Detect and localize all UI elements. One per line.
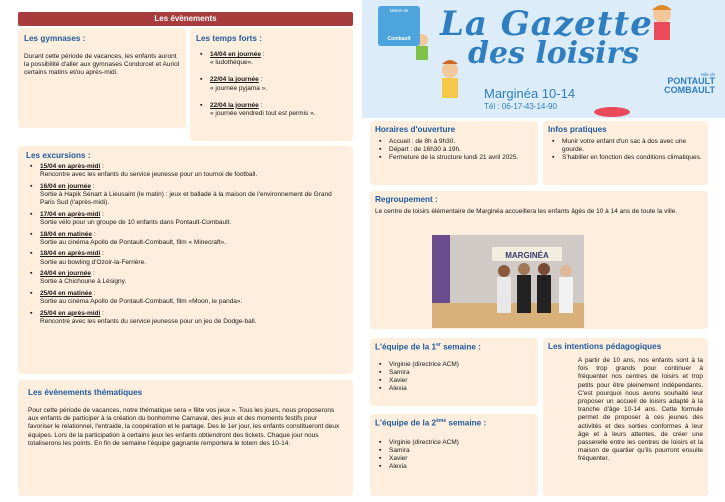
excursion-item: ▪ 16/04 en journée : Sortie à Hapik Sénart à Lieusaint (le matin) : jeux et ballade à la maison de l'environnement de Grand Paris Sud (l'après-midi). (26, 183, 345, 208)
intentions-box (543, 338, 708, 496)
equipe1-member: ▪ Samira (375, 369, 533, 377)
equipe2-list (375, 439, 533, 472)
regroupement-title: Regroupement : (375, 195, 438, 204)
mairie-label: Mairie de (389, 8, 409, 13)
intentions-text: A partir de 10 ans, nos enfants sont à la fois trop grands pour continuer à fréquenter nos centres de loisirs et trop petits pour être pleinement indépendants. C'est pourquoi nous avons souhaité leur proposer un accueil de loisirs adapté à la tranche d'âge 10-14 ans. Cette formule permet de proposer à ces jeunes des activités et des sorties conformes à leur âge et à leurs attentes, de créer une passerelle entre les centres de loisirs et la maison de quartier qu'ils pourront ensuite fréquenter. (578, 357, 703, 463)
thematiques-text: Pour cette période de vacances, notre thématique sera « fête vos jeux ». Tous les jours, nous proposerons aux enfants de participer à la création du bonhomme Carnaval, des jeux et des moments festifs pour favoriser le relationnel, l'entraide, la coopération et le partage. Des le 1er jour, les enfants constitueront deux équipes. Lors de la participation à certains jeux les enfants obtiendront des tickets. Chaque jour nous totaliserons les points. En fin de semaine l'équipe gagnante remportera le totem des 10-14. (28, 407, 340, 447)
ville-name-line1: PONTAULT (667, 76, 715, 86)
gazette-subtitle: Marginéa 10-14 (484, 86, 576, 101)
infos-title: Infos pratiques (548, 125, 607, 134)
equipe1-list (375, 361, 533, 394)
temps-fort-item: ▪ 22/04 la journée : « journée vendredi tout est permis ». (196, 102, 347, 118)
gazette-title-line2: des loisirs (468, 36, 640, 71)
horaire-item: ▪ Accueil : de 8h à 9h30. (375, 138, 533, 146)
horaires-title: Horaires d'ouverture (375, 125, 456, 134)
equipe1-member: ▪ Xavier (375, 377, 533, 385)
temps-forts-list (196, 51, 347, 118)
thematiques-title: Les évènements thématiques (28, 388, 143, 397)
info-item: ▪ Munir votre enfant d'un sac à dos avec une gourde. (548, 138, 703, 154)
excursion-item: ▪ 18/04 en après-midi : Sortie au bowling d'Ozoir-la-Ferrière. (26, 250, 345, 266)
ville-logo (645, 72, 715, 95)
excursion-item: ▪ 15/04 en après-midi : Rencontre avec les enfants du service jeunesse pour un tournoi de football. (26, 163, 345, 179)
equipe2-member: ▪ Samira (375, 447, 533, 455)
ville-name-line2: COMBAULT (664, 85, 715, 95)
equipe1-title: L'équipe de la 1er semaine : (375, 342, 481, 352)
excursions-list (26, 163, 345, 326)
horaire-item: ▪ Fermeture de la structure lundi 21 avril 2025. (375, 154, 533, 162)
excursions-title: Les excursions : (26, 151, 91, 160)
equipe2-member: ▪ Xavier (375, 455, 533, 463)
excursion-item: ▪ 18/04 en matinée : Sortie au cinéma Apollo de Pontault-Combault, film « Minecraft». (26, 231, 345, 247)
equipe1-member: ▪ Alexia (375, 385, 533, 393)
excursion-item: ▪ 17/04 en après-midi : Sortie vélo pour un groupe de 10 enfants dans Pontault-Combault. (26, 211, 345, 227)
photo-sign: MARGINÉA (505, 251, 549, 260)
equipe1-member: ▪ Virginie (directrice ACM) (375, 361, 533, 369)
infos-list (548, 138, 703, 163)
intentions-title: Les intentions pédagogiques (548, 342, 662, 351)
gymnases-box (18, 28, 186, 128)
horaire-item: ▪ Départ : de 16h30 à 19h. (375, 146, 533, 154)
equipe2-box (370, 414, 538, 496)
gymnases-title: Les gymnases : (24, 34, 86, 43)
ville-label: Ville de (700, 72, 715, 77)
excursions-box (18, 146, 353, 374)
temps-forts-box (190, 28, 353, 141)
excursion-item: ▪ 25/04 en après-midi : Rencontre avec les enfants du service jeunesse pour un jeu de Dodge-ball. (26, 310, 345, 326)
regroupement-text: Le centre de loisirs élémentaire de Marginéa accueillera les enfants âgés de 10 à 14 ans de toute la ville. (375, 208, 678, 215)
gymnases-text: Durant cette période de vacances, les enfants auront la possibilité d'aller aux gymnases Condorcet et Auriol certains matins et/ou après-midi. (24, 53, 180, 77)
info-item: ▪ S'habiller en fonction des conditions climatiques. (548, 154, 703, 162)
equipe1-box (370, 338, 538, 406)
horaires-list (375, 138, 533, 163)
mairie-name: Combault (387, 36, 411, 42)
excursion-item: ▪ 25/04 en matinée : Sortie au cinéma Apollo de Pontault-Combault, film «Moon, le panda». (26, 290, 345, 306)
infos-box (543, 121, 708, 185)
horaires-box (370, 121, 538, 185)
header-bar: Les évènements (18, 12, 353, 26)
equipe2-member: ▪ Alexia (375, 463, 533, 471)
mairie-logo (378, 6, 420, 46)
thematiques-box (18, 380, 353, 496)
equipe2-member: ▪ Virginie (directrice ACM) (375, 439, 533, 447)
equipe2-title: L'équipe de la 2ème semaine : (375, 418, 487, 428)
temps-fort-item: ▪ 14/04 en journée : « ludothèque». (196, 51, 347, 67)
gazette-title-line1: La Gazette (440, 4, 653, 44)
gazette-tel: Tél : 06-17-43-14-90 (484, 102, 557, 111)
temps-forts-title: Les temps forts : (196, 34, 262, 43)
excursion-item: ▪ 24/04 en journée : Sortie à Chichoune à Lésigny. (26, 270, 345, 286)
team-photo (432, 235, 584, 328)
temps-fort-item: ▪ 22/04 la journée : « journée pyjama ». (196, 76, 347, 92)
